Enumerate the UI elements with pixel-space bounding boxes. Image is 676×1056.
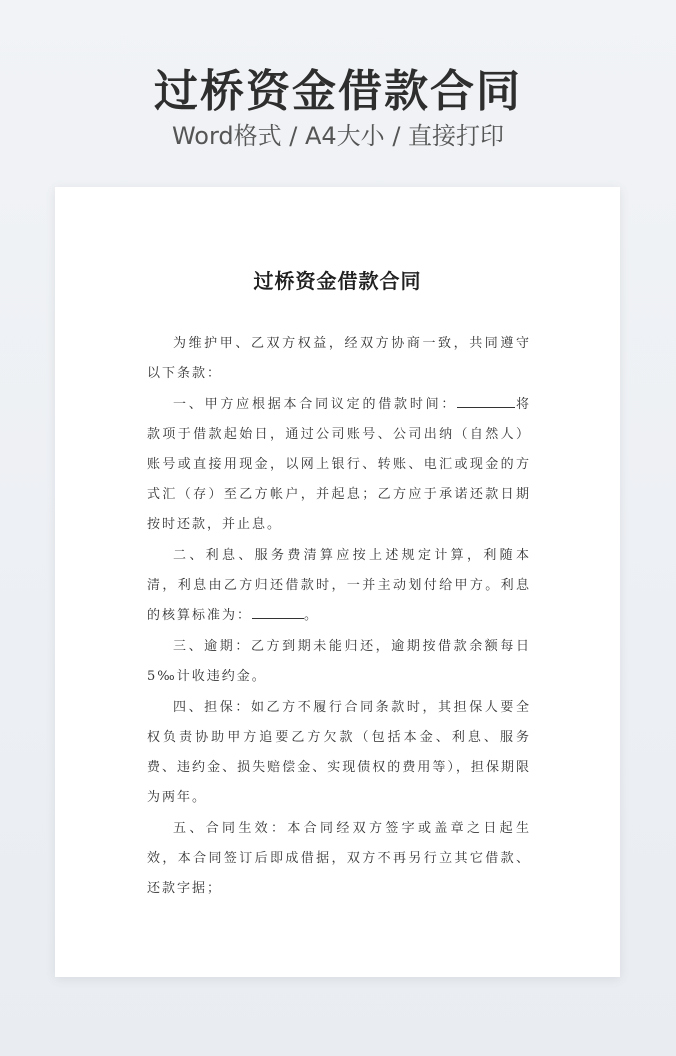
clause-2-end-text: 。 (304, 608, 320, 623)
paragraph-preamble: 为维护甲、乙双方权益，经双方协商一致，共同遵守以下条款： (147, 336, 531, 381)
paragraph-clause-3: 三、逾期：乙方到期未能归还，逾期按借款余额每日5‰计收违约金。 (147, 639, 531, 684)
banner-subtitle: Word格式 / A4大小 / 直接打印 (171, 122, 505, 150)
paragraph-clause-4: 四、担保：如乙方不履行合同条款时，其担保人要全权负责协助甲方追要乙方欠款（包括本金、利息、服务费、违约金、损失赔偿金、实现债权的费用等），担保期限为两年。 (147, 700, 531, 805)
document-title: 过桥资金借款合同 (253, 269, 422, 293)
clause-1-rest-text: 将款项于借款起始日，通过公司账号、公司出纳（自然人）账号或直接用现金，以网上银行、转账、电汇或现金的方式汇（存）至乙方帐户，并起息；乙方应于承诺还款日期按时还款，并止息。 (147, 397, 531, 532)
paragraph-clause-1 (147, 390, 531, 540)
paragraph-clause-5: 五、合同生效：本合同经双方签字或盖章之日起生效，本合同签订后即成借据，双方不再另行立其它借款、还款字据； (147, 821, 531, 896)
paragraph-clause-2 (147, 541, 531, 631)
banner-title: 过桥资金借款合同 (154, 66, 522, 117)
borrowing-time-blank (457, 394, 515, 408)
document-body (147, 329, 531, 905)
document-page (55, 187, 620, 977)
clause-1-lead-text: 一、甲方应根据本合同议定的借款时间： (173, 397, 458, 412)
interest-standard-blank (252, 605, 304, 619)
clause-2-lead-text: 二、利息、服务费清算应按上述规定计算，利随本清，利息由乙方归还借款时，一并主动划付给甲方。利息的核算标准为： (147, 548, 531, 623)
